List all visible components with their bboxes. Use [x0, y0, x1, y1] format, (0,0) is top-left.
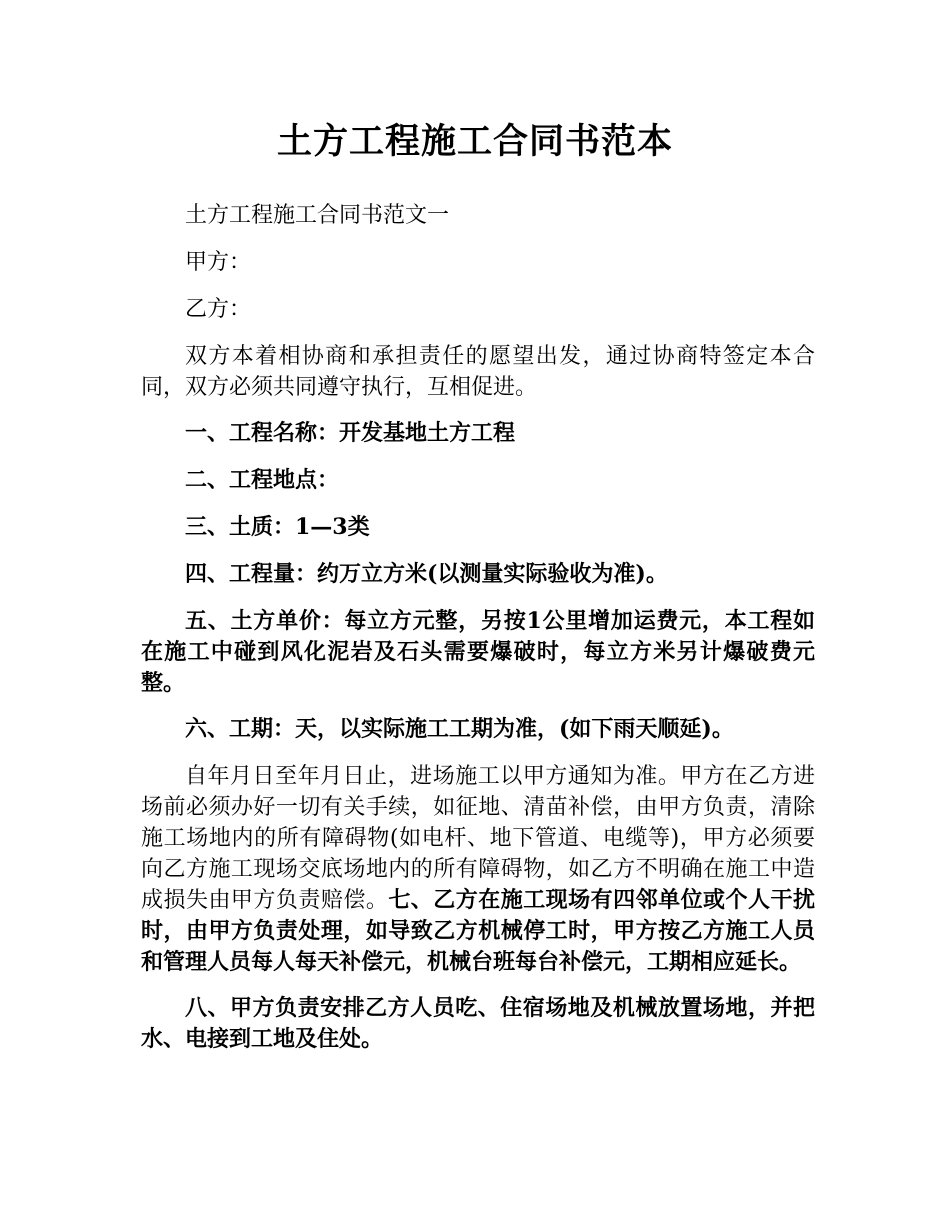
clause-schedule-and-obligations — [141, 761, 815, 978]
clause-interference: 七、乙方在施工现场有四邻单位或个人干扰时，由甲方负责处理，如导致乙方机械停工时，甲方按乙方施工人员和管理人员每人每天补偿元，机械台班每台补偿元，工期相应延长。 — [141, 887, 815, 975]
paragraph-preamble: 双方本着相协商和承担责任的愿望出发，通过协商特签定本合同，双方必须共同遵守执行，互相促进。 — [141, 344, 815, 400]
document-body — [141, 200, 815, 1070]
paragraph-party-b: 乙方： — [185, 297, 252, 322]
clause-unit-price: 五、土方单价：每立方元整，另按1公里增加运费元，本工程如在施工中碰到风化泥岩及石头需要爆破时，每立方米另计爆破费元整。 — [141, 608, 815, 696]
clause-soil-type: 三、土质：1—3类 — [185, 514, 370, 540]
paragraph-subtitle: 土方工程施工合同书范文一 — [185, 203, 450, 228]
document-title: 土方工程施工合同书范本 — [276, 122, 673, 162]
clause-accommodation: 八、甲方负责安排乙方人员吃、住宿场地及机械放置场地，并把水、电接到工地及住处。 — [141, 995, 815, 1052]
clause-project-location: 二、工程地点： — [185, 467, 340, 493]
clause-project-name: 一、工程名称：开发基地土方工程 — [185, 420, 516, 446]
clause-duration: 六、工期：天，以实际施工工期为准，(如下雨天顺延)。 — [185, 716, 734, 742]
clause-quantity: 四、工程量：约万立方米(以测量实际验收为准)。 — [185, 561, 668, 587]
schedule-text: 自年月日至年月日止，进场施工以甲方通知为准。甲方在乙方进场前必须办好一切有关手续，如征地、清苗补偿，由甲方负责，清除施工场地内的所有障碍物(如电杆、地下管道、电缆等)，甲方必须要向乙方施工现场交底场地内的所有障碍物，如乙方不明确在施工中造成损失由甲方负责赔偿。 — [141, 764, 815, 913]
paragraph-party-a: 甲方： — [185, 250, 252, 275]
